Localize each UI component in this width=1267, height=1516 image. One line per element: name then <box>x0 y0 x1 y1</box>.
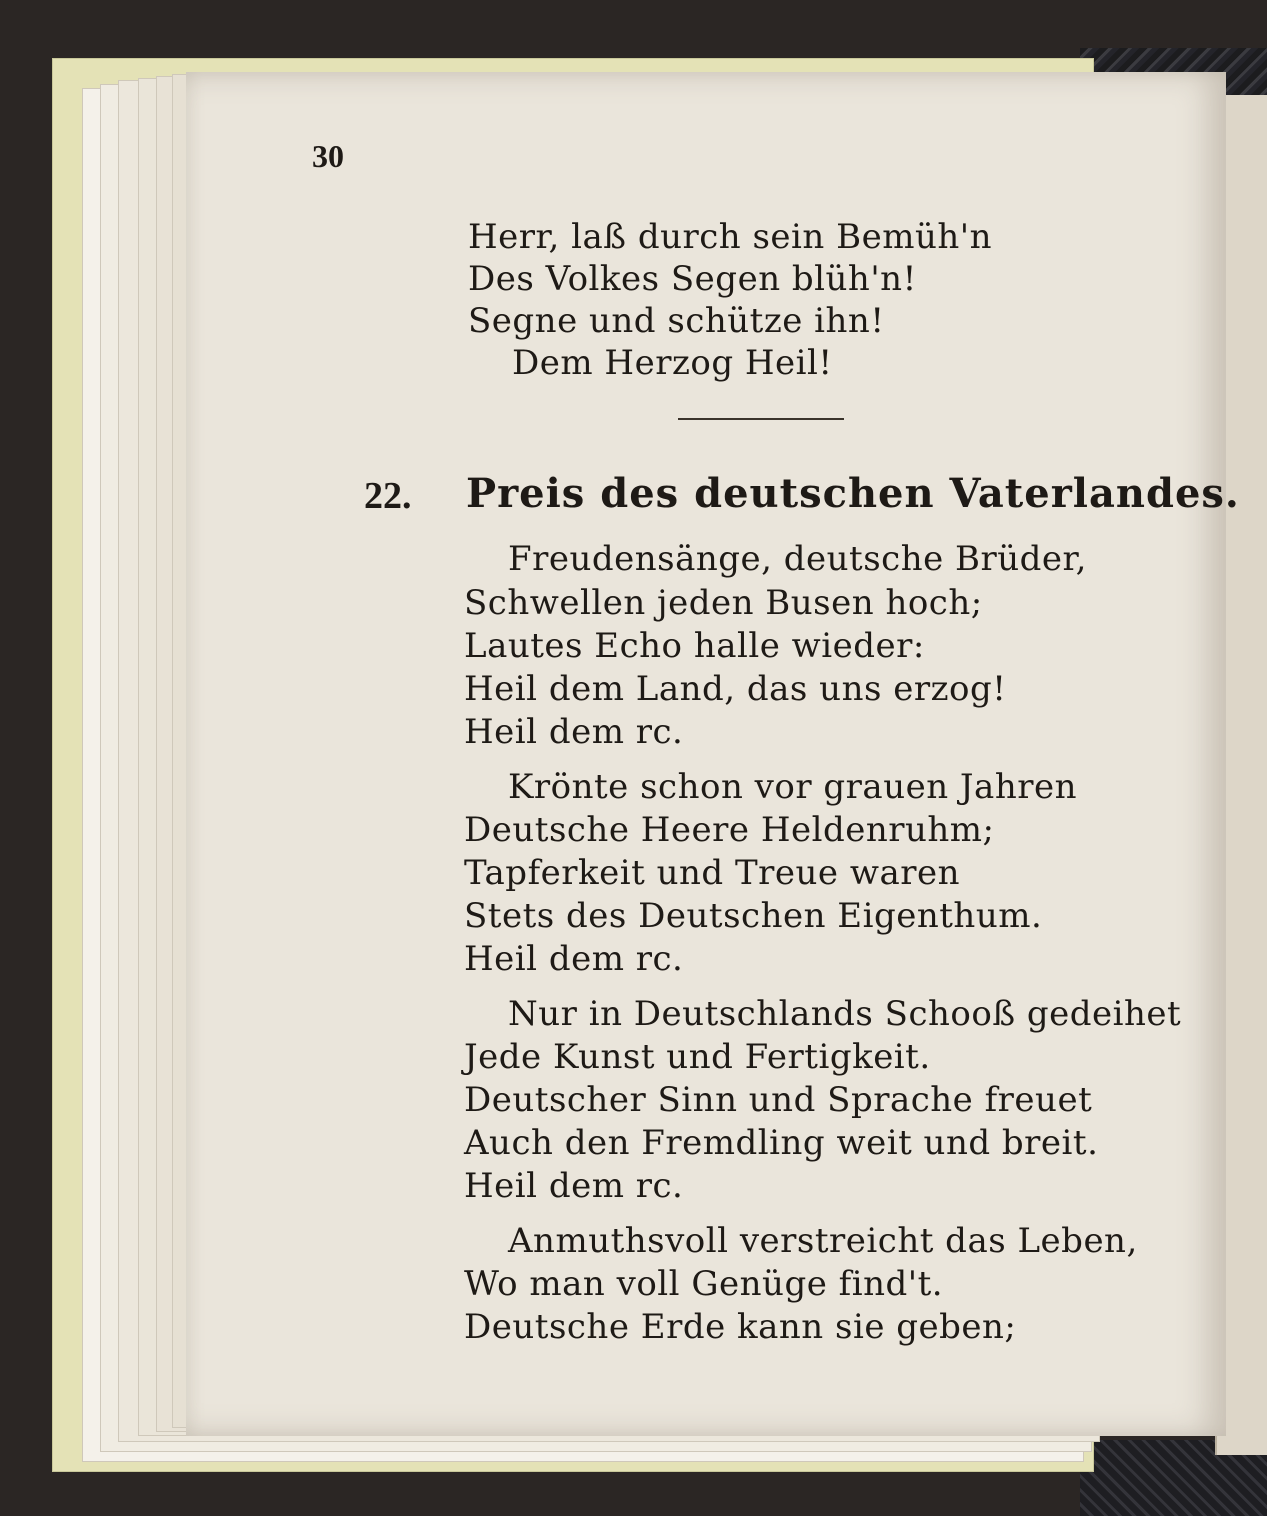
stanza-line: Tapferkeit und Treue waren <box>464 853 960 893</box>
verse-line: Segne und schütze ihn! <box>468 301 885 341</box>
verse-line: Des Volkes Segen blüh'n! <box>468 259 917 299</box>
stanza-line: Freudensänge, deutsche Brüder, <box>508 539 1087 579</box>
stanza-line: Heil dem rc. <box>464 939 684 979</box>
verse-line: Herr, laß durch sein Bemüh'n <box>468 217 993 257</box>
verse-line: Dem Herzog Heil! <box>512 343 833 383</box>
book-page <box>186 72 1240 1436</box>
stanza-line: Auch den Fremdling weit und breit. <box>464 1123 1099 1163</box>
stanza-line: Heil dem rc. <box>464 1166 684 1206</box>
stanza-line: Anmuthsvoll verstreicht das Leben, <box>508 1221 1138 1261</box>
stanza-line: Deutsche Heere Heldenruhm; <box>464 810 995 850</box>
stanza-line: Heil dem Land, das uns erzog! <box>464 669 1007 709</box>
stanza-line: Stets des Deutschen Eigenthum. <box>464 896 1043 936</box>
stanza-line: Deutscher Sinn und Sprache freuet <box>464 1080 1093 1120</box>
stanza-line: Schwellen jeden Busen hoch; <box>464 583 983 623</box>
stanza-line: Krönte schon vor grauen Jahren <box>508 767 1077 807</box>
stanza-line: Jede Kunst und Fertigkeit. <box>464 1037 931 1077</box>
stanza-line: Heil dem rc. <box>464 712 684 752</box>
stanza-line: Nur in Deutschlands Schooß gedeihet <box>508 994 1182 1034</box>
song-title: Preis des deutschen Vaterlandes. <box>466 470 1240 517</box>
stanza-line: Lautes Echo halle wieder: <box>464 626 925 666</box>
page-number: 30 <box>312 138 344 174</box>
stanza-line: Deutsche Erde kann sie geben; <box>464 1307 1017 1347</box>
song-number: 22. <box>364 475 412 517</box>
stanza-line: Wo man voll Genüge find't. <box>464 1264 944 1304</box>
section-divider <box>678 418 844 420</box>
